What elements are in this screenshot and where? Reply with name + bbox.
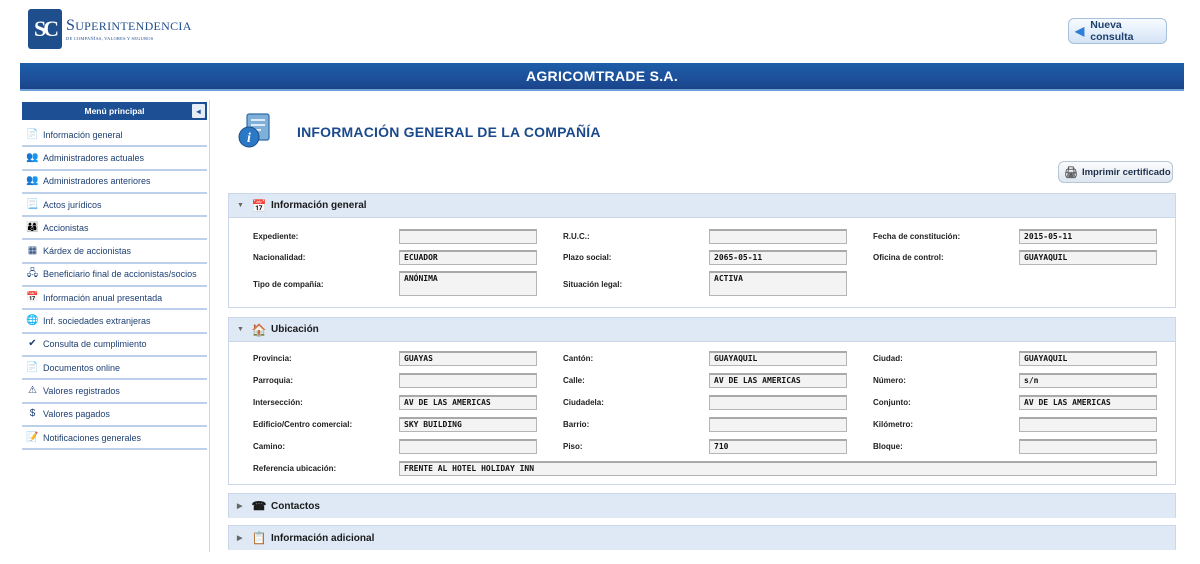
logo-mark: SC [28, 9, 62, 49]
sidebar-item[interactable] [22, 264, 207, 287]
plazo-social-label: Plazo social: [563, 253, 612, 262]
expanded-arrow-icon: ▼ [237, 326, 244, 333]
section-contactos [228, 493, 1176, 518]
sidebar-item-label: Kárdex de accionistas [43, 246, 132, 257]
menu-item-icon: 🖧 [26, 268, 39, 280]
kilometro-field[interactable] [1019, 417, 1157, 432]
oficina-control-label: Oficina de control: [873, 253, 944, 262]
collapsed-arrow-icon: ▶ [237, 535, 243, 542]
menu-title: Menú principal [84, 106, 145, 116]
menu-item-icon: 🌐 [26, 315, 39, 327]
logo-name: UPERINTENDENCIA [75, 19, 192, 33]
menu-item-icon: $ [29, 408, 36, 420]
section-ubicacion [228, 317, 1176, 485]
sidebar-item-label: Documentos online [43, 362, 121, 373]
logo-text [66, 17, 192, 41]
sidebar-item-label: Accionistas [43, 222, 89, 233]
oficina-control-field[interactable]: GUAYAQUIL [1019, 250, 1157, 265]
sidebar-item-label: Valores registrados [43, 385, 120, 396]
sidebar-item-label: Actos jurídicos [43, 199, 102, 210]
numero-field[interactable]: s/n [1019, 373, 1157, 388]
section-body [229, 218, 1175, 308]
ruc-field[interactable] [709, 229, 847, 244]
sidebar-item-label: Información anual presentada [43, 292, 163, 303]
sidebar-item[interactable] [22, 240, 207, 263]
sidebar-item-label: Beneficiario final de accionistas/socios [43, 269, 197, 280]
sidebar-item-label: Consulta de cumplimiento [43, 339, 147, 350]
conjunto-label: Conjunto: [873, 398, 911, 407]
menu-item-icon: 👥 [26, 175, 39, 187]
interseccion-label: Intersección: [253, 398, 303, 407]
collapsed-arrow-icon: ▶ [237, 503, 243, 510]
section-header-informacion-adicional[interactable] [229, 526, 1175, 550]
ciudad-field[interactable]: GUAYAQUIL [1019, 351, 1157, 366]
plazo-social-field[interactable]: 2065-05-11 [709, 250, 847, 265]
menu-item-icon: 📅 [26, 291, 39, 303]
menu-item-icon: 👨‍👩‍👦 [26, 221, 39, 233]
referencia-ubicacion-field[interactable]: FRENTE AL HOTEL HOLIDAY INN [399, 461, 1157, 476]
provincia-field[interactable]: GUAYAS [399, 351, 537, 366]
logo-subtitle: DE COMPAÑÍAS, VALORES Y SEGUROS [66, 36, 154, 41]
camino-label: Camino: [253, 442, 285, 451]
canton-label: Cantón: [563, 354, 594, 363]
sidebar-item[interactable] [22, 310, 207, 333]
barrio-label: Barrio: [563, 420, 590, 429]
kilometro-label: Kilómetro: [873, 420, 913, 429]
situacion-legal-label: Situación legal: [563, 280, 623, 289]
sidebar-item[interactable] [22, 217, 207, 240]
sidebar-item[interactable] [22, 124, 207, 147]
sidebar-item[interactable] [22, 147, 207, 170]
tipo-compania-label: Tipo de compañía: [253, 280, 324, 289]
menu-item-icon: ⚠ [28, 384, 37, 396]
sidebar-item[interactable] [22, 380, 207, 403]
section-header-ubicacion[interactable] [229, 318, 1175, 342]
main-content [228, 100, 1176, 560]
edificio-label: Edificio/Centro comercial: [253, 420, 353, 429]
provincia-label: Provincia: [253, 354, 292, 363]
collapse-menu-icon[interactable]: ◂ [192, 104, 205, 118]
sidebar-item-label: Administradores anteriores [43, 176, 151, 187]
fecha-constitucion-label: Fecha de constitución: [873, 232, 961, 241]
parroquia-label: Parroquia: [253, 376, 294, 385]
sidebar-item[interactable] [22, 427, 207, 450]
section-header-informacion-general[interactable] [229, 194, 1175, 218]
parroquia-field[interactable] [399, 373, 537, 388]
imprimir-certificado-button[interactable] [1058, 161, 1173, 183]
nacionalidad-label: Nacionalidad: [253, 253, 306, 262]
section-title: Información adicional [271, 532, 375, 544]
expediente-field[interactable] [399, 229, 537, 244]
section-title: Información general [271, 200, 367, 211]
menu-item-icon: 📝 [26, 431, 39, 443]
fecha-constitucion-field[interactable]: 2015-05-11 [1019, 229, 1157, 244]
house-icon: 🏠 [251, 322, 267, 337]
nacionalidad-field[interactable]: ECUADOR [399, 250, 537, 265]
document-icon: 📋 [251, 531, 267, 545]
section-title: Contactos [271, 500, 320, 512]
menu-item-icon: ✔ [28, 338, 37, 350]
page-title: INFORMACIÓN GENERAL DE LA COMPAÑÍA [297, 124, 601, 140]
sidebar-item[interactable] [22, 357, 207, 380]
tipo-compania-field[interactable]: ANÓNIMA [399, 271, 537, 296]
menu-item-icon: 📄 [26, 361, 39, 373]
printer-icon: 🖨 [1064, 166, 1078, 179]
sidebar-item[interactable] [22, 287, 207, 310]
menu-item-icon: 📄 [26, 128, 39, 140]
sidebar-item[interactable] [22, 171, 207, 194]
camino-field[interactable] [399, 439, 537, 454]
imprimir-certificado-label: Imprimir certificado [1081, 166, 1171, 178]
section-informacion-general [228, 193, 1176, 308]
menu-list [20, 124, 209, 450]
ciudad-label: Ciudad: [873, 354, 903, 363]
sidebar-item-label: Valores pagados [43, 409, 110, 420]
info-file-icon [235, 111, 275, 151]
svg-text:i: i [247, 131, 251, 146]
interseccion-field[interactable]: AV DE LAS AMERICAS [399, 395, 537, 410]
sidebar-item-label: Información general [43, 129, 123, 140]
menu-item-icon: 👥 [26, 151, 39, 163]
situacion-legal-field[interactable]: ACTIVA [709, 271, 847, 296]
canton-field[interactable]: GUAYAQUIL [709, 351, 847, 366]
expanded-arrow-icon: ▼ [237, 202, 244, 209]
sidebar-item[interactable] [22, 404, 207, 427]
piso-label: Piso: [563, 442, 583, 451]
referencia-ubicacion-label: Referencia ubicación: [253, 464, 337, 473]
calle-label: Calle: [563, 376, 585, 385]
section-header-contactos[interactable] [229, 494, 1175, 518]
logo[interactable] [28, 9, 192, 49]
back-arrow-icon: ◀ [1075, 24, 1085, 38]
calle-field[interactable]: AV DE LAS AMERICAS [709, 373, 847, 388]
phone-icon: ☎ [251, 499, 267, 513]
menu-item-icon: ▦ [27, 245, 38, 257]
nueva-consulta-button[interactable] [1068, 18, 1167, 44]
nueva-consulta-label: Nueva consulta [1090, 19, 1134, 43]
company-name-banner [20, 63, 1184, 91]
conjunto-field[interactable]: AV DE LAS AMERICAS [1019, 395, 1157, 410]
sidebar-item-label: Administradores actuales [43, 152, 145, 163]
sidebar-item-label: Notificaciones generales [43, 432, 142, 443]
barrio-field[interactable] [709, 417, 847, 432]
bloque-label: Bloque: [873, 442, 903, 451]
bloque-field[interactable] [1019, 439, 1157, 454]
sidebar-item[interactable] [22, 334, 207, 357]
expediente-label: Expediente: [253, 232, 299, 241]
section-informacion-adicional [228, 525, 1176, 550]
sidebar-menu [20, 100, 210, 552]
company-name: AGRICOMTRADE S.A. [525, 68, 679, 84]
edificio-field[interactable]: SKY BUILDING [399, 417, 537, 432]
numero-label: Número: [873, 376, 906, 385]
section-body [229, 342, 1175, 485]
section-title: Ubicación [271, 324, 319, 335]
calendar-icon: 📅 [251, 198, 267, 213]
sidebar-item[interactable] [22, 194, 207, 217]
menu-header [22, 102, 207, 120]
ciudadela-label: Ciudadela: [563, 398, 604, 407]
ciudadela-field[interactable] [709, 395, 847, 410]
top-header [0, 0, 1200, 62]
menu-item-icon: 📃 [26, 198, 39, 210]
sidebar-item-label: Inf. sociedades extranjeras [43, 316, 151, 327]
logo-initial: S [66, 17, 76, 34]
piso-field[interactable]: 710 [709, 439, 847, 454]
ruc-label: R.U.C.: [563, 232, 590, 241]
